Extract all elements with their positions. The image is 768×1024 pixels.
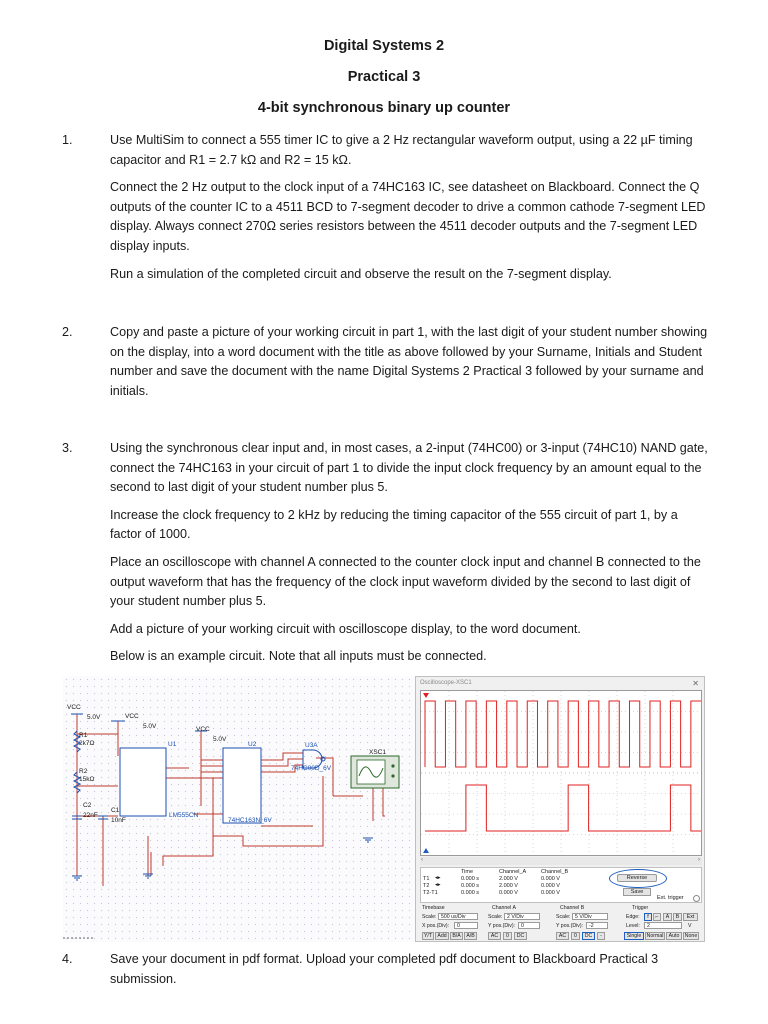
ypos-label: Y pos.(Div): — [488, 923, 516, 929]
cursor-t1-icon — [423, 693, 429, 698]
save-button[interactable]: Save — [623, 888, 651, 896]
paragraph: Run a simulation of the completed circuit and observe the result on the 7-segment display. — [110, 266, 612, 281]
u3-part: 74HC00D_6V — [291, 765, 332, 772]
ext-trigger-label: Ext. trigger — [657, 895, 684, 901]
r1-name: R1 — [79, 732, 88, 739]
c1-value: 10nF — [111, 817, 126, 824]
u2-name: U2 — [248, 741, 257, 748]
scale-label: Scale: — [556, 914, 571, 920]
channel-a-scale-field[interactable]: 2 V/Div — [507, 914, 524, 920]
coupling-ac-button[interactable]: AC — [556, 932, 569, 940]
timebase-label: Timebase — [422, 905, 445, 911]
vcc-value: 5.0V — [87, 714, 101, 721]
practical-title: Practical 3 — [347, 69, 421, 85]
timebase-scale-field[interactable]: 500 us/Div — [441, 914, 466, 920]
coupling-zero-button[interactable]: 0 — [503, 932, 512, 940]
item-1 — [110, 131, 710, 292]
course-title: Digital Systems 2 — [323, 38, 445, 54]
cursor-arrows-icon[interactable]: ◂▸ — [435, 875, 441, 881]
c2-value: 22nF — [83, 812, 98, 819]
paragraph: Below is an example circuit. Note that all inputs must be connected. — [110, 649, 487, 664]
paragraph: Save your document in pdf format. Upload your completed pdf document to Blackboard Practical 3 submission. — [110, 952, 659, 986]
vcc-label: VCC — [67, 704, 81, 711]
ypos-label: Y pos.(Div): — [556, 923, 584, 929]
u1-name: U1 — [168, 741, 177, 748]
r2-name: R2 — [79, 768, 88, 775]
mode-ab-button[interactable]: A/B — [464, 932, 477, 940]
paragraph: Place an oscilloscope with channel A connected to the counter clock input and channel B connected to the output waveform that has the frequency of the clock input waveform divided by the second to last digit of your student number plus 5. — [110, 554, 701, 609]
readout-header: Channel_A — [499, 869, 527, 875]
trigger-label: Trigger — [632, 905, 649, 911]
channel-b-label: Channel B — [560, 905, 585, 911]
item-number: 1. — [62, 133, 73, 147]
paragraph: Increase the clock frequency to 2 kHz by reducing the timing capacitor of the 555 circuit of part 1, by a factor of 1000. — [110, 507, 678, 542]
item-4 — [110, 950, 710, 997]
paragraph: Use MultiSim to connect a 555 timer IC to give a 2 Hz rectangular waveform output, using a 22 µF timing capacitor and R1 = 2.7 kΩ and R2 = 15 kΩ. — [110, 133, 693, 167]
coupling-zero-button[interactable]: 0 — [571, 932, 580, 940]
scope-scrollbar[interactable]: ‹ › — [421, 857, 700, 863]
reverse-button[interactable]: Reverse — [617, 874, 657, 882]
readout-value: 0.000 V — [541, 876, 560, 882]
window-title: Oscilloscope-XSC1 — [420, 680, 472, 686]
vcc-label: VCC — [125, 713, 139, 720]
readout-value: 0.000 V — [499, 890, 518, 896]
paragraph: Connect the 2 Hz output to the clock input of a 74HC163 IC, see datasheet on Blackboard. Connect the Q outputs of the counter IC to a 4511 BCD to 7-segment decoder to drive a common cathode 7-segment LED display. Always connect 270Ω series resistors between the 4511 decoder outputs and the 7-segment LED display inputs. — [110, 180, 706, 253]
vcc-value: 5.0V — [213, 736, 227, 743]
r2-value: 15kΩ — [79, 776, 95, 783]
channel-a-ypos-field[interactable]: 0 — [521, 923, 524, 929]
edge-falling-button[interactable]: ⌐ — [653, 913, 661, 921]
item-number: 3. — [62, 441, 73, 455]
scale-label: Scale: — [422, 914, 437, 920]
channel-b-trace — [425, 785, 701, 831]
readout-value: 0.000 V — [541, 883, 560, 889]
scope-screen — [420, 690, 702, 856]
readout-value: 0.000 V — [541, 890, 560, 896]
none-button[interactable]: None — [684, 933, 698, 939]
paragraph: Add a picture of your working circuit with oscilloscope display, to the word document. — [110, 621, 581, 636]
ext-trigger-radio[interactable] — [693, 895, 700, 902]
readout-value: 0.000 s — [461, 890, 480, 896]
channel-a-label: Channel A — [492, 905, 516, 911]
r1-value: 2k7Ω — [79, 740, 95, 747]
scope-ref: XSC1 — [369, 749, 386, 756]
channel-b-ypos-field[interactable]: -2 — [589, 923, 594, 929]
readout-value: 0.000 s — [461, 883, 480, 889]
cursor-name: T2-T1 — [423, 890, 438, 896]
edge-rising-button[interactable]: f — [644, 913, 652, 921]
paragraph: Copy and paste a picture of your working circuit in part 1, with the last digit of your student number showing on the display, into a word document with the title as above followed by your Surname, Initials and Student number and save the document with the name Digital Systems 2 Practical 3 followed by your surname and initials. — [110, 325, 708, 398]
mode-add-button[interactable]: Add — [435, 932, 449, 940]
close-icon[interactable]: ✕ — [692, 679, 699, 688]
coupling-minus-button[interactable]: - — [597, 932, 605, 940]
practical-subtitle: 4-bit synchronous binary up counter — [257, 100, 511, 116]
readout-header: Time — [461, 869, 474, 875]
trigger-b-button[interactable]: B — [673, 913, 682, 921]
coupling-dc-button[interactable]: DC — [582, 932, 595, 940]
c1-name: C1 — [111, 807, 120, 814]
vcc-value: 5.0V — [143, 723, 157, 730]
cursor-readout — [420, 867, 702, 903]
example-circuit-figure — [63, 676, 705, 942]
coupling-dc-button[interactable]: DC — [514, 932, 527, 940]
channel-b-scale-field[interactable]: 5 V/Div — [575, 914, 592, 920]
highlight-ellipse — [609, 869, 667, 888]
cursor-name: T2 — [423, 883, 430, 889]
xpos-field[interactable]: 0 — [457, 923, 460, 929]
paragraph: Using the synchronous clear input and, in most cases, a 2-input (74HC00) or 3-input (74HC10) NAND gate, connect the 74HC163 in your circuit of part 1 to divide the input clock frequency by an amount equal to the second to last digit of your student number plus 5. — [110, 441, 708, 495]
item-2 — [110, 323, 710, 409]
item-number: 4. — [62, 952, 73, 966]
scope-controls — [420, 905, 702, 941]
cursor-t2-icon — [423, 848, 429, 853]
level-field[interactable]: 2 — [647, 923, 650, 929]
auto-button[interactable]: Auto — [666, 932, 682, 940]
edge-label: Edge: — [626, 914, 640, 920]
readout-value: 2.000 V — [499, 876, 518, 882]
level-label: Level: — [626, 923, 640, 929]
vcc-label: VCC — [196, 726, 210, 733]
scale-label: Scale: — [488, 914, 503, 920]
readout-value: 0.000 s — [461, 876, 480, 882]
normal-button[interactable]: Normal — [646, 933, 664, 939]
mode-ba-button[interactable]: B/A — [450, 932, 463, 940]
u1-part: LM555CN — [169, 812, 199, 819]
cursor-arrows-icon[interactable]: ◂▸ — [435, 882, 441, 888]
channel-a-trace — [425, 701, 701, 767]
xpos-label: X pos.(Div): — [422, 923, 450, 929]
circuit-schematic — [63, 676, 415, 942]
item-3 — [110, 439, 710, 675]
single-button[interactable]: Single — [624, 932, 644, 940]
trigger-ext-button[interactable]: Ext — [683, 913, 698, 921]
level-unit: V — [688, 923, 692, 929]
u2-part: 74HC163N_6V — [228, 817, 272, 824]
mode-yt-button[interactable]: Y/T — [423, 933, 433, 939]
readout-value: 2.000 V — [499, 883, 518, 889]
trigger-a-button[interactable]: A — [663, 913, 672, 921]
cursor-name: T1 — [423, 876, 430, 882]
u3-name: U3A — [305, 742, 318, 749]
coupling-ac-button[interactable]: AC — [488, 932, 501, 940]
item-number: 2. — [62, 325, 73, 339]
oscilloscope-window — [415, 676, 705, 942]
c2-name: C2 — [83, 802, 92, 809]
scope-trace — [421, 691, 701, 855]
readout-header: Channel_B — [541, 869, 569, 875]
